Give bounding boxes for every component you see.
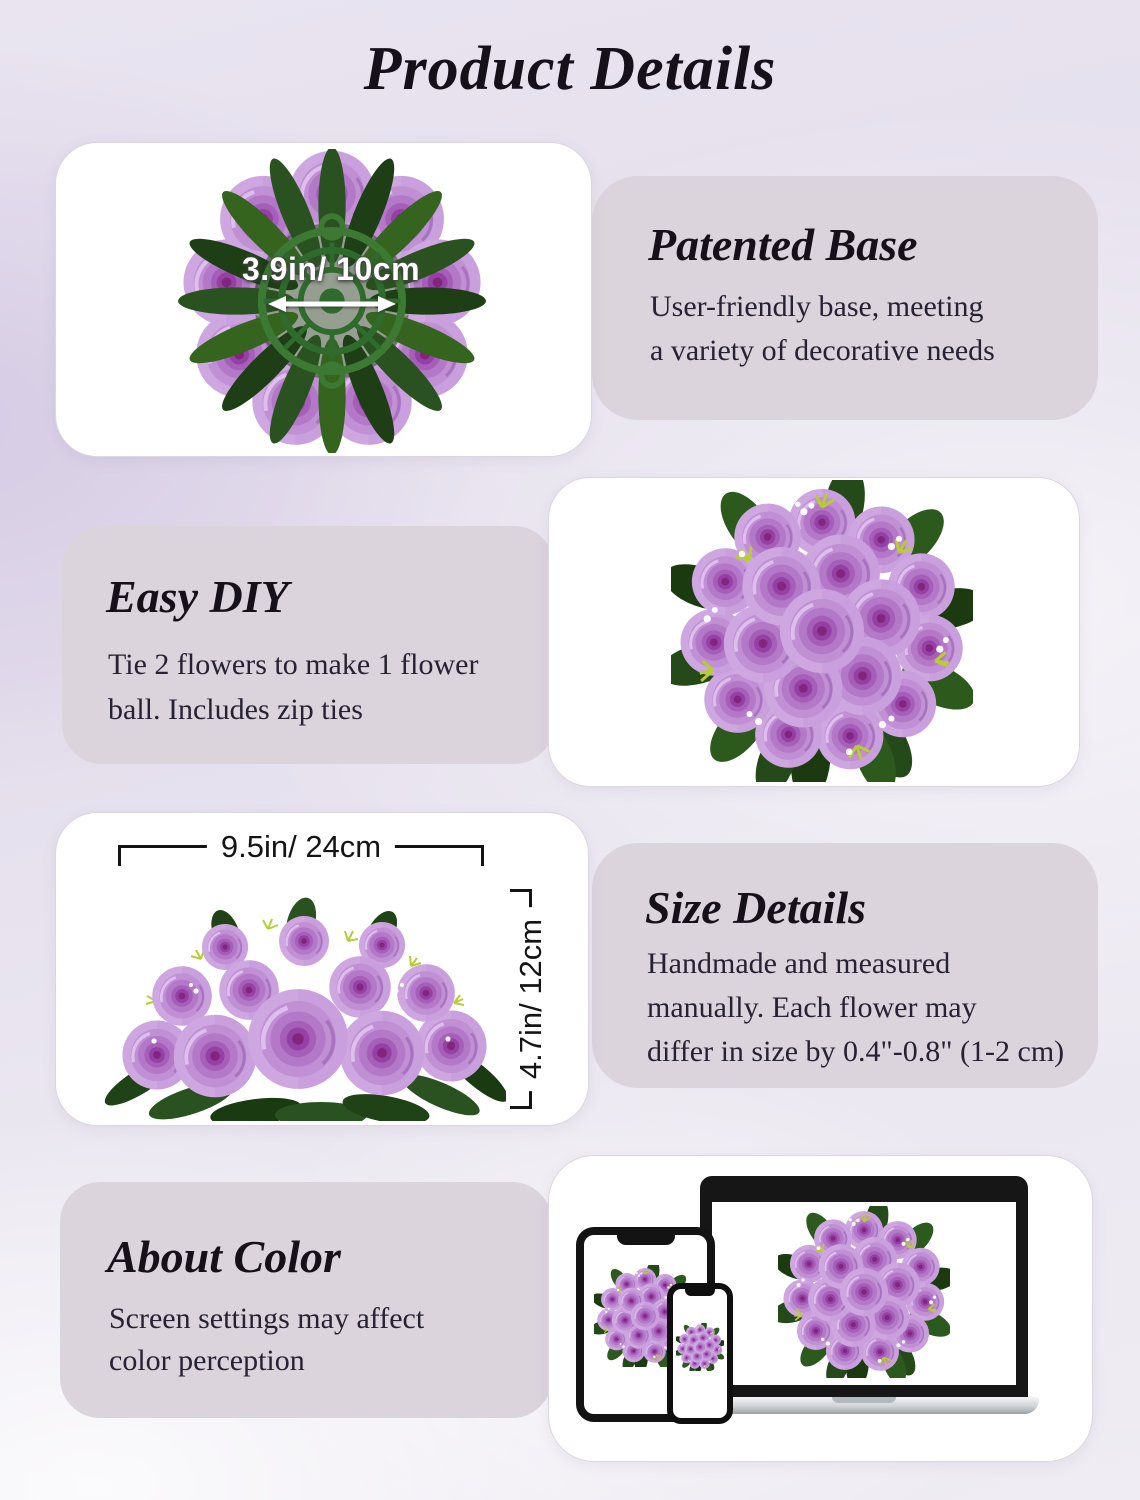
page-title: Product Details (363, 35, 777, 103)
laptop-screen (700, 1176, 1028, 1397)
height-dimension-label: 4.7in/ 12cm (514, 907, 548, 1091)
easy-diy-heading: Easy DIY (106, 571, 289, 622)
easy-diy-text-card (62, 526, 554, 764)
flower-ball-photo-card (548, 477, 1080, 787)
size-details-heading: Size Details (645, 882, 867, 933)
size-details-line-2: manually. Each flower may (647, 991, 977, 1024)
laptop-flower-ball-image (778, 1206, 950, 1378)
base-diameter-label: 3.9in/ 10cm (241, 251, 421, 287)
patented-base-text-card (592, 176, 1098, 420)
phone-flower-ball-image (676, 1323, 724, 1371)
tablet-notch (617, 1234, 675, 1245)
about-color-text-card (60, 1182, 552, 1418)
flower-ball-image (671, 480, 973, 782)
phone-notch (685, 1288, 715, 1296)
devices-photo-card (548, 1155, 1093, 1462)
patented-base-line-1: User-friendly base, meeting (650, 290, 984, 323)
width-dimension-label: 9.5in/ 24cm (207, 830, 395, 864)
patented-base-heading: Patented Base (648, 219, 918, 270)
diameter-arrow-icon (268, 293, 396, 315)
laptop-display (712, 1202, 1016, 1385)
about-color-line-1: Screen settings may affect (109, 1302, 425, 1335)
patented-base-line-2: a variety of decorative needs (650, 334, 995, 367)
phone (667, 1283, 733, 1424)
easy-diy-line-2: ball. Includes zip ties (108, 693, 363, 726)
about-color-heading: About Color (107, 1231, 341, 1282)
flower-arrangement-image (96, 871, 506, 1121)
width-dimension (118, 829, 484, 869)
laptop-base (689, 1397, 1039, 1414)
size-details-line-3: differ in size by 0.4"-0.8" (1-2 cm) (647, 1035, 1065, 1068)
about-color-line-2: color perception (109, 1344, 305, 1377)
size-photo-card (55, 812, 589, 1126)
height-dimension (514, 889, 548, 1109)
easy-diy-line-1: Tie 2 flowers to make 1 flower (108, 648, 479, 681)
size-details-text-card (592, 843, 1098, 1088)
size-details-line-1: Handmade and measured (647, 947, 951, 980)
patented-base-photo-card (55, 142, 592, 457)
